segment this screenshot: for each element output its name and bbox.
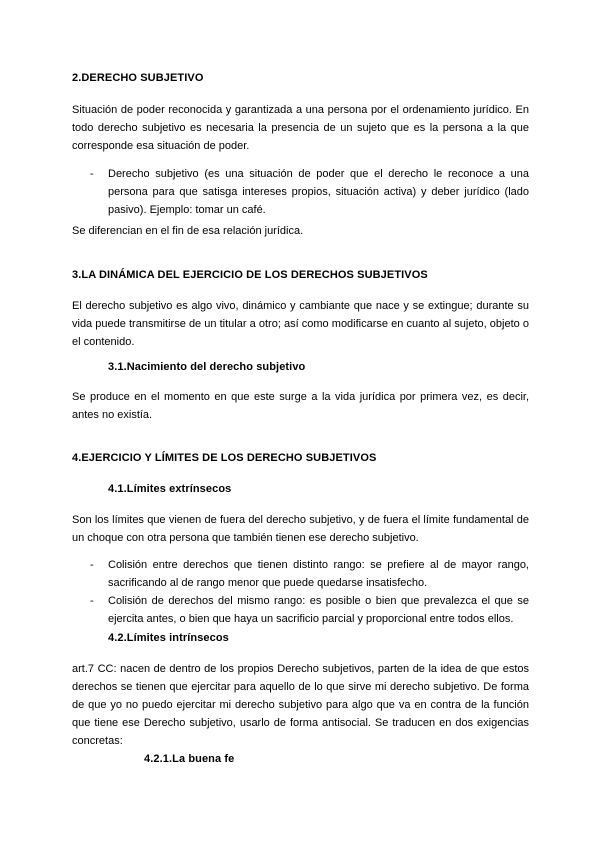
section-4-2-paragraph: art.7 CC: nacen de dentro de los propios Derecho subjetivos, parten de la idea de que estos derechos se tienen que ejercitar para aquello de lo que sirve mi derecho subjetivo. De forma de que yo no puedo ejercitar mi derecho subjetivo para algo que va en contra de la función que tiene ese Derecho subjetivo, usarlo de forma antisocial. Se traducen en dos exigencias concretas:: [72, 663, 529, 747]
section-4-2-heading: 4.2.Límites intrínsecos: [108, 632, 229, 644]
section-3-1-paragraph: Se produce en el momento en que este surge a la vida jurídica por primera vez, es decir, antes no existía.: [72, 391, 529, 421]
section-4-1-bullet-1: Colisión entre derechos que tienen distinto rango: se prefiere al de mayor rango, sacrificando al de rango menor que puede quedarse insatisfecho.: [108, 559, 529, 589]
section-2-heading: 2.DERECHO SUBJETIVO: [72, 72, 204, 84]
bullet-marker: -: [90, 168, 94, 180]
section-4-1-paragraph: Son los límites que vienen de fuera del derecho subjetivo, y de fuera el límite fundamental de un choque con otra persona que también tienen ese derecho subjetivo.: [72, 514, 529, 544]
section-2-bullet-1: Derecho subjetivo (es una situación de poder que el derecho le reconoce a una persona para que satisga intereses propios, situación activa) y deber jurídico (lado pasivo). Ejemplo: tomar un café.: [108, 168, 529, 216]
section-4-1-heading: 4.1.Límites extrínsecos: [108, 483, 232, 495]
section-2-paragraph-2: Se diferencian en el fin de esa relación jurídica.: [72, 225, 304, 237]
section-3-1-heading: 3.1.Nacimiento del derecho subjetivo: [108, 361, 306, 373]
section-4-1-bullet-2: Colisión de derechos del mismo rango: es posible o bien que prevalezca el que se ejercita antes, o bien que haya un sacrificio parcial y proporcional entre todos ellos.: [108, 595, 529, 625]
bullet-marker: -: [90, 595, 94, 607]
section-3-paragraph-1: El derecho subjetivo es algo vivo, dinámico y cambiante que nace y se extingue; durante su vida puede transmitirse de un titular a otro; así como modificarse en cuanto al sujeto, objeto o el contenido.: [72, 300, 529, 348]
section-3-heading: 3.LA DINÁMICA DEL EJERCICIO DE LOS DERECHOS SUBJETIVOS: [72, 269, 428, 281]
section-4-heading: 4.EJERCICIO Y LÍMITES DE LOS DERECHO SUBJETIVOS: [72, 452, 377, 464]
section-4-2-1-heading: 4.2.1.La buena fe: [144, 753, 235, 765]
bullet-marker: -: [90, 559, 94, 571]
section-2-paragraph-1: Situación de poder reconocida y garantizada a una persona por el ordenamiento jurídico. En todo derecho subjetivo es necesaria la presencia de un sujeto que es la persona a la que corresponde esa situación de poder.: [72, 104, 529, 152]
